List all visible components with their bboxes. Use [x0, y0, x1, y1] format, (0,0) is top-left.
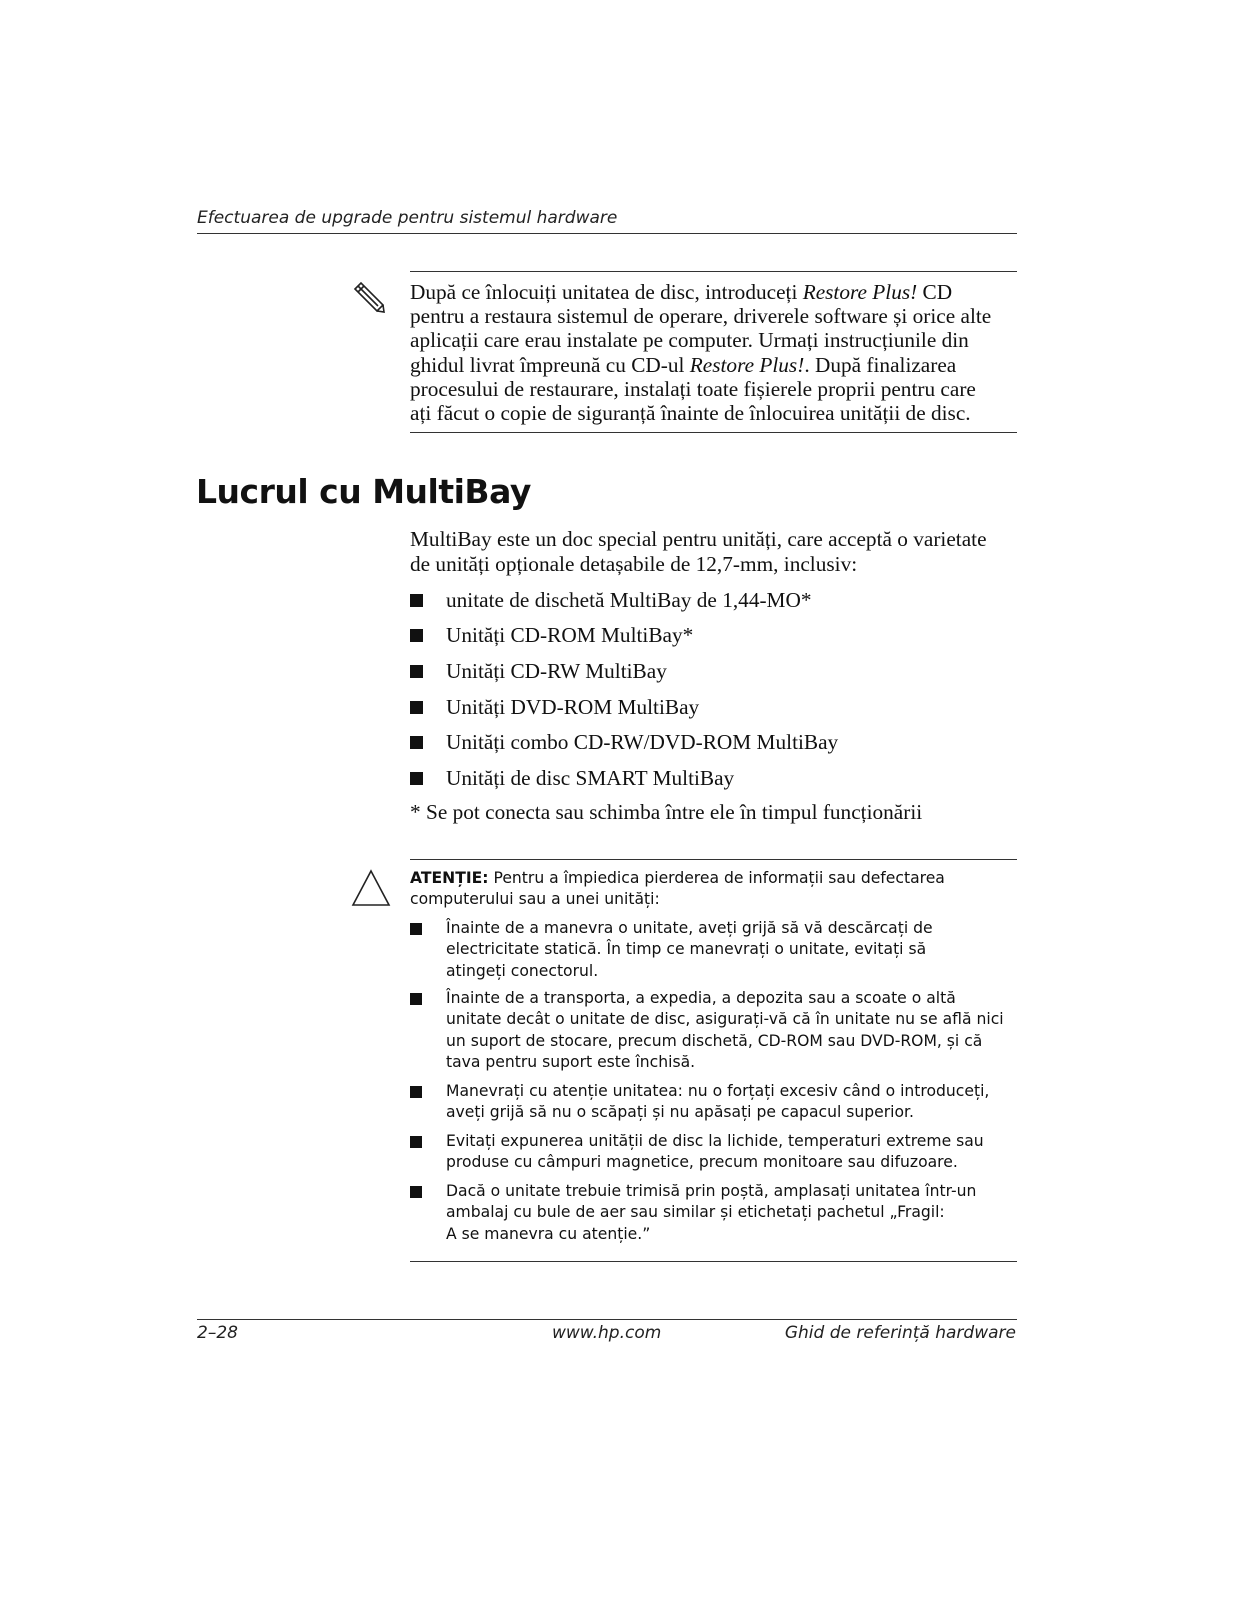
- section-intro: [410, 527, 1020, 576]
- intro-line: de unități opționale detașabile de 12,7-mm, inclusiv:: [410, 551, 858, 576]
- caution-item-line: electricitate statică. În timp ce manevrați o unitate, evitați să: [446, 940, 927, 959]
- running-header: Efectuarea de upgrade pentru sistemul hardware: [197, 208, 618, 228]
- drive-label: Unități CD-RW MultiBay: [446, 659, 667, 683]
- caution-item-line: un suport de stocare, precum dischetă, CD-ROM sau DVD-ROM, și că: [446, 1031, 983, 1050]
- bullet-square-icon: [410, 1186, 422, 1198]
- caution-item-line: Evitați expunerea unității de disc la lichide, temperaturi extreme sau: [446, 1132, 984, 1150]
- caution-top-rule: [410, 859, 1017, 860]
- page-number: 2–28: [197, 1323, 238, 1343]
- section-heading: Lucrul cu MultiBay: [196, 472, 531, 511]
- note-line: După ce înlocuiți unitatea de disc, introduceți Restore Plus! CD: [410, 280, 953, 304]
- website-link[interactable]: www.hp.com: [552, 1323, 662, 1343]
- bullet-square-icon: [410, 993, 422, 1005]
- bullet-square-icon: [410, 701, 423, 714]
- pencil-note-icon: [352, 280, 386, 314]
- note-line: ghidul livrat împreună cu CD-ul Restore Plus!. După finalizarea: [410, 352, 957, 377]
- drive-label: Unități de disc SMART MultiBay: [446, 766, 735, 790]
- caution-item-line: produse cu câmpuri magnetice, precum monitoare sau difuzoare.: [446, 1153, 958, 1172]
- caution-item-line: ambalaj cu bule de aer sau similar și etichetați pachetul „Fragil:: [446, 1203, 945, 1222]
- bullet-square-icon: [410, 772, 423, 785]
- drive-label: Unități combo CD-RW/DVD-ROM MultiBay: [446, 730, 839, 754]
- note-top-rule: [410, 271, 1017, 272]
- bullet-square-icon: [410, 665, 423, 678]
- bullet-square-icon: [410, 923, 422, 935]
- caution-label: ATENȚIE:: [410, 869, 489, 887]
- note-line: pentru a restaura sistemul de operare, driverele software și orice alte: [410, 304, 992, 329]
- drive-label: unitate de dischetă MultiBay de 1,44-MO*: [446, 588, 812, 612]
- warning-triangle-icon: [351, 869, 391, 907]
- note-text: [410, 280, 1020, 425]
- bullet-square-icon: [410, 629, 423, 642]
- note-line: ați făcut o copie de siguranță înainte de înlocuirea unității de disc.: [410, 400, 971, 425]
- document-title: Ghid de referință hardware: [784, 1323, 1016, 1343]
- bullet-square-icon: [410, 1136, 422, 1148]
- bullet-square-icon: [410, 1086, 422, 1098]
- footer-rule: [197, 1319, 1017, 1320]
- caution-item-line: Înainte de a transporta, a expedia, a depozita sau a scoate o altă: [446, 989, 956, 1007]
- caution-item-line: aveți grijă să nu o scăpați și nu apăsați pe capacul superior.: [446, 1103, 914, 1122]
- caution-bottom-rule: [410, 1261, 1017, 1262]
- bullet-square-icon: [410, 594, 423, 607]
- caution-item-line: Înainte de a manevra o unitate, aveți grijă să vă descărcați de: [446, 919, 933, 937]
- hot-swap-footnote: * Se pot conecta sau schimba între ele în timpul funcționării: [410, 800, 923, 824]
- caution-item-line: atingeți conectorul.: [446, 961, 599, 980]
- note-bottom-rule: [410, 432, 1017, 433]
- note-line: aplicații care erau instalate pe computer. Urmați instrucțiunile din: [410, 328, 969, 353]
- caution-item-line: A se manevra cu atenție.”: [446, 1224, 651, 1243]
- drive-label: Unități DVD-ROM MultiBay: [446, 695, 700, 719]
- caution-lead: [410, 868, 1010, 911]
- drive-label: Unități CD-ROM MultiBay*: [446, 623, 694, 647]
- bullet-square-icon: [410, 736, 423, 749]
- caution-item-line: Dacă o unitate trebuie trimisă prin poștă, amplasați unitatea într-un: [446, 1182, 977, 1200]
- caution-lead-text: computerului sau a unei unități:: [410, 890, 660, 909]
- note-line: procesului de restaurare, instalați toate fișierele proprii pentru care: [410, 376, 976, 401]
- caution-item-line: Manevrați cu atenție unitatea: nu o forțați excesiv când o introduceți,: [446, 1082, 990, 1100]
- header-rule: [197, 233, 1017, 234]
- caution-item-line: tava pentru suport este închisă.: [446, 1052, 696, 1071]
- intro-line: MultiBay este un doc special pentru unități, care acceptă o varietate: [410, 527, 987, 551]
- caution-lead-text: Pentru a împiedica pierderea de informații sau defectarea: [488, 869, 945, 887]
- caution-item-line: unitate decât o unitate de disc, asigurați-vă că în unitate nu se află nici: [446, 1010, 1004, 1029]
